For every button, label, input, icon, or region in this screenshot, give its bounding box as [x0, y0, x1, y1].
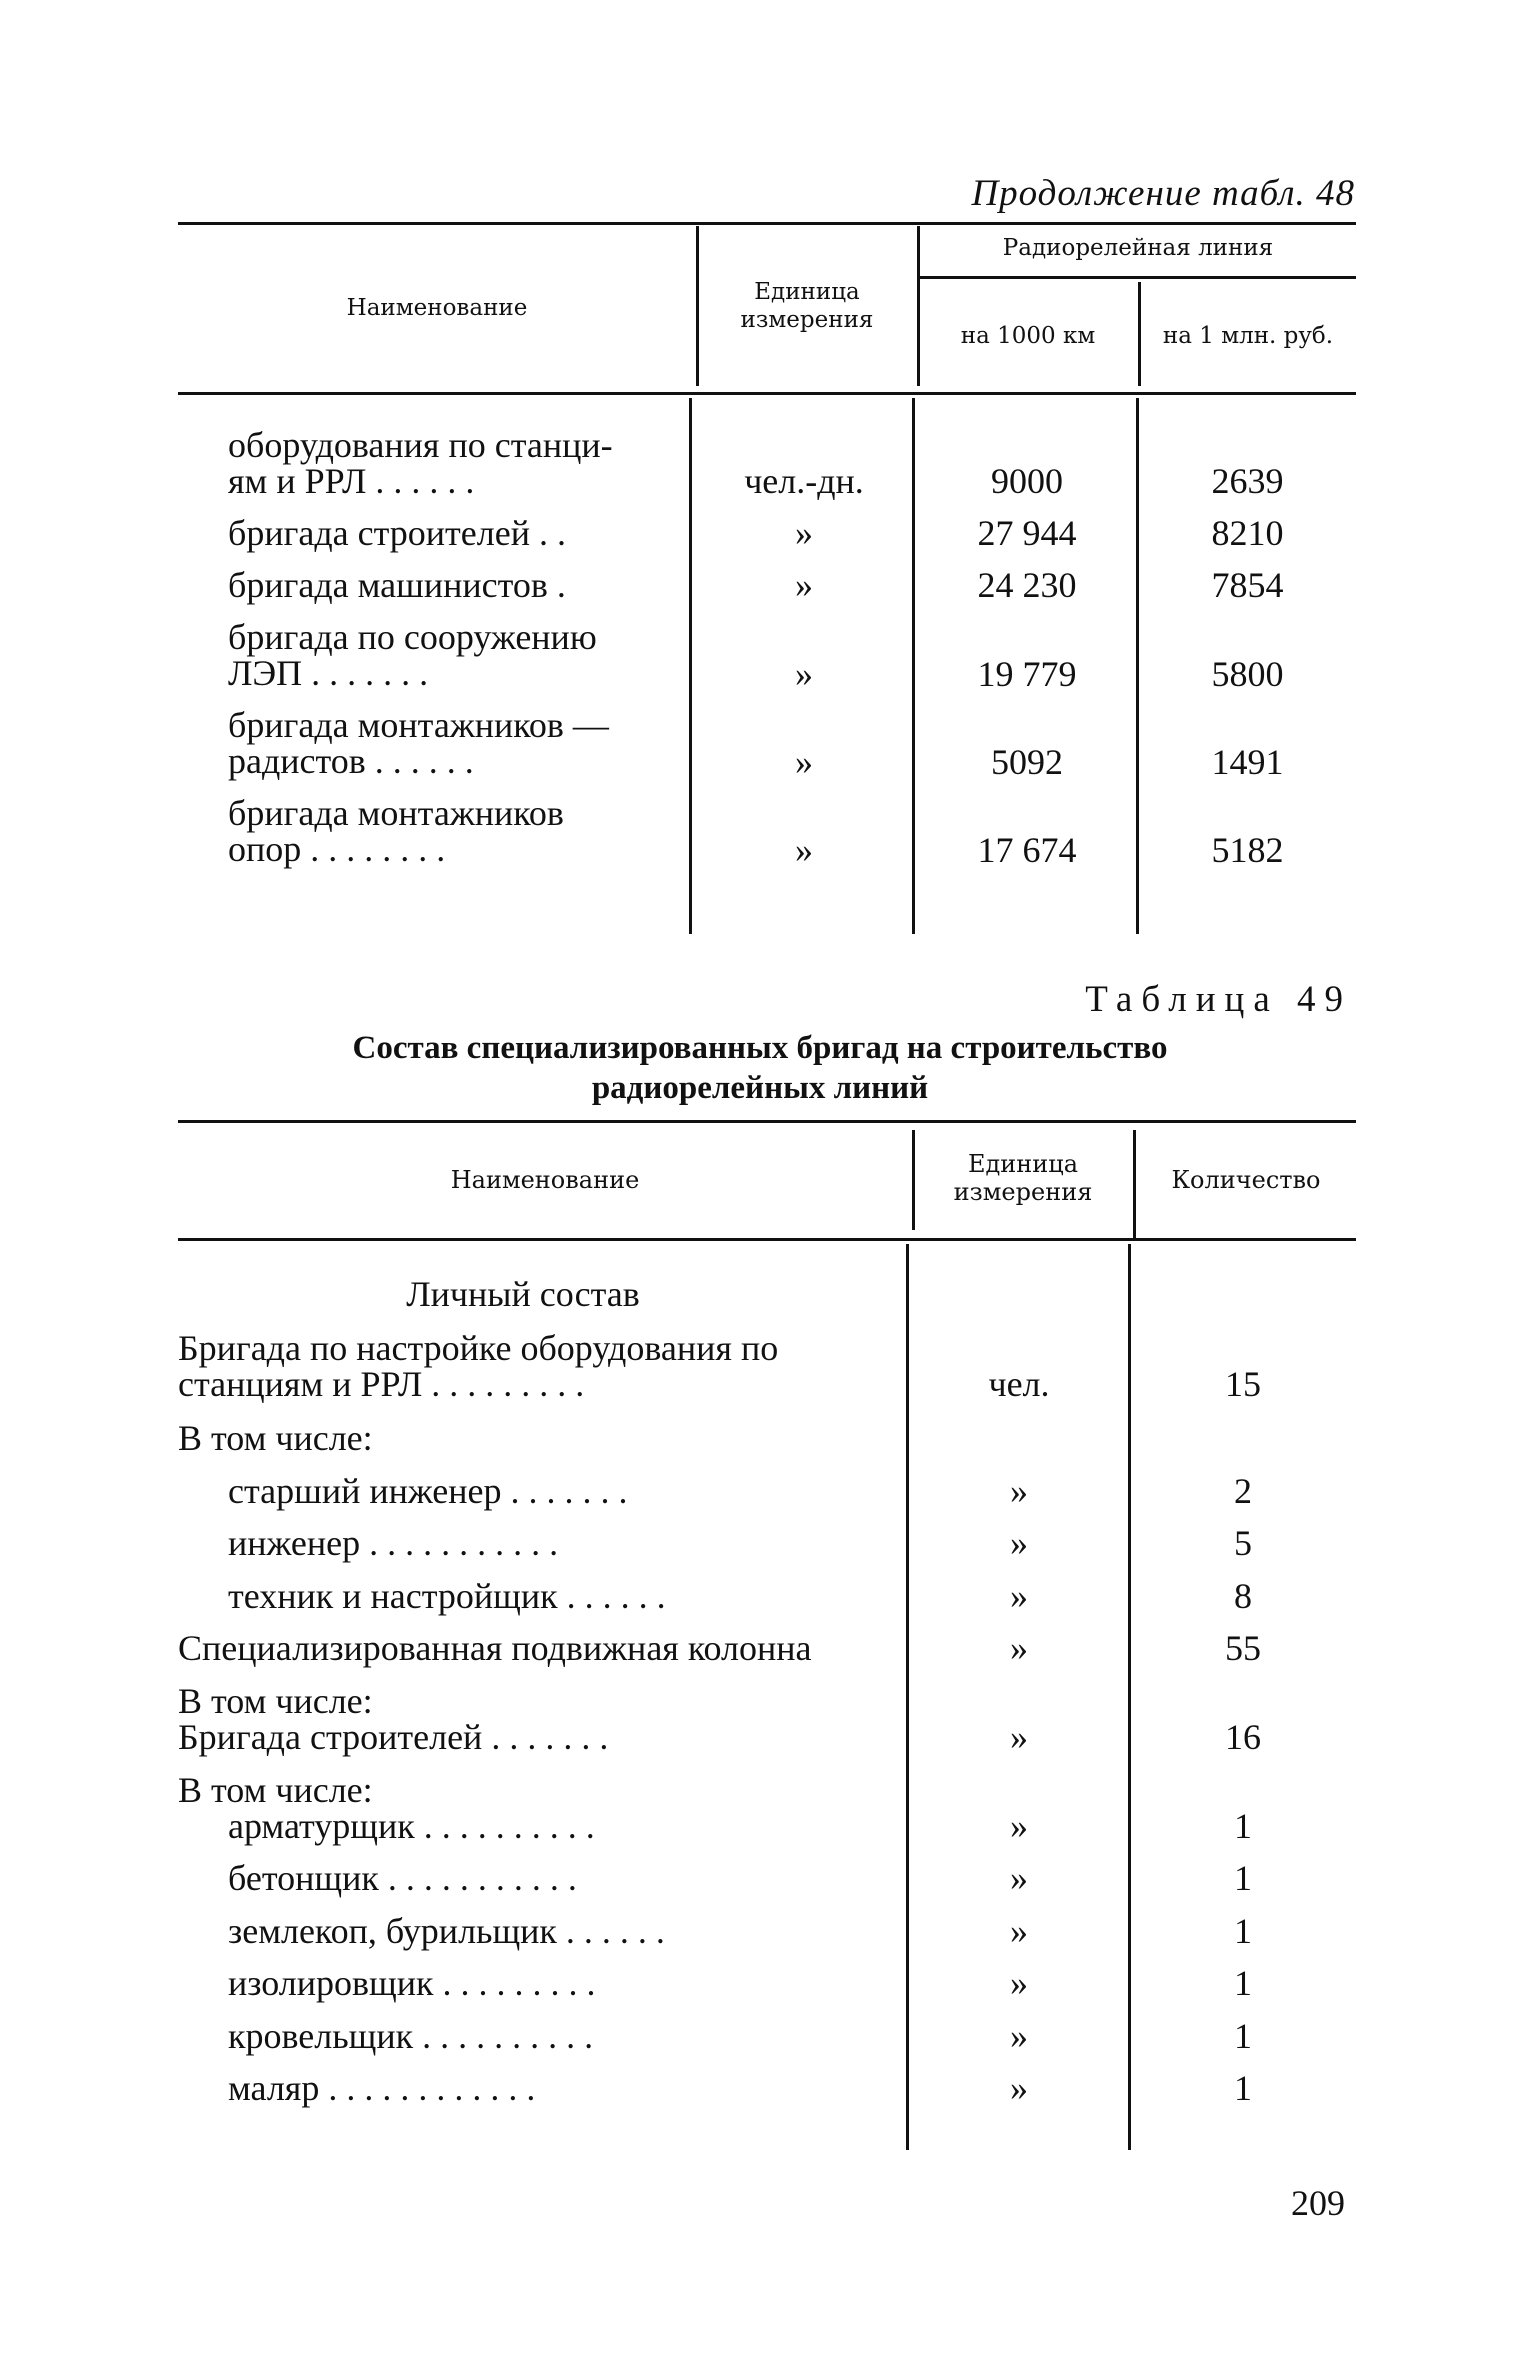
table-row-unit: чел. — [988, 1364, 1050, 1404]
table-row-per-million: 8210 — [1211, 513, 1284, 553]
table-title-line: радиорелейных линий — [591, 1070, 929, 1106]
table-rule — [178, 1120, 1356, 1123]
table-49 — [178, 1120, 1356, 2150]
name-line: Бригада строителей . . . . . . . — [178, 1717, 609, 1757]
table-rule — [178, 222, 1356, 225]
name-line: В том числе: — [178, 1681, 373, 1721]
table-row-unit: чел.-дн. — [744, 461, 864, 501]
table-row-per-1000km: 19 779 — [977, 654, 1077, 694]
table-row-name — [178, 1683, 868, 1755]
table-row-name — [228, 1965, 868, 2001]
table-row-qty: 15 — [1225, 1364, 1261, 1404]
header-per-1000km: на 1000 км — [960, 323, 1096, 349]
name-line: инженер . . . . . . . . . . . — [228, 1523, 559, 1563]
table-row-unit: » — [1010, 1963, 1028, 2003]
table-row-unit: » — [1010, 1717, 1028, 1757]
name-line: Специализированная подвижная колонна — [178, 1628, 812, 1668]
table-row-qty: 1 — [1234, 1858, 1252, 1898]
table-title — [230, 1028, 1290, 1108]
continuation-label: Продолжение табл. 48 — [971, 173, 1355, 214]
table-row-unit: » — [1010, 1471, 1028, 1511]
table-row-unit: » — [795, 654, 813, 694]
header-name: Наименование — [450, 1166, 640, 1194]
table-row-qty: 1 — [1234, 1806, 1252, 1846]
header-per-million: на 1 млн. руб. — [1162, 323, 1334, 349]
table-row-unit: » — [1010, 1806, 1028, 1846]
table-row-name — [178, 1772, 868, 1808]
table-row-name — [228, 2018, 868, 2054]
table-row-unit: » — [1010, 1911, 1028, 1951]
table-row-name — [178, 1630, 868, 1666]
table-row-unit: » — [1010, 2016, 1028, 2056]
name-line: бригада по сооружению — [228, 617, 597, 657]
name-line: радистов . . . . . . — [228, 741, 474, 781]
name-line: бригада машинистов . — [228, 565, 566, 605]
table-row-qty: 5 — [1234, 1523, 1252, 1563]
table-row-qty: 2 — [1234, 1471, 1252, 1511]
header-unit: Единица измерения — [740, 279, 874, 333]
header-group: Радиорелейная линия — [1002, 235, 1274, 261]
table-row-per-1000km: 17 674 — [977, 830, 1077, 870]
table-row-qty: 1 — [1234, 2016, 1252, 2056]
page-number: 209 — [1291, 2183, 1345, 2223]
table-row-per-1000km: 9000 — [991, 461, 1063, 501]
table-row-per-1000km: 24 230 — [977, 565, 1077, 605]
name-line: изолировщик . . . . . . . . . — [228, 1963, 596, 2003]
table-row-unit: » — [795, 513, 813, 553]
table-row-name — [228, 1913, 868, 1949]
table-row-name — [228, 1578, 868, 1614]
table-row-qty: 8 — [1234, 1576, 1252, 1616]
table-row-qty: 16 — [1225, 1717, 1261, 1757]
name-line: старший инженер . . . . . . . — [228, 1471, 628, 1511]
table-row-qty: 55 — [1225, 1628, 1261, 1668]
table-rule — [178, 392, 1356, 395]
column-divider — [912, 398, 915, 934]
table-row-unit: » — [1010, 1858, 1028, 1898]
name-line: кровельщик . . . . . . . . . . — [228, 2016, 594, 2056]
name-line: В том числе: — [178, 1770, 373, 1810]
table-row-per-1000km: 5092 — [991, 742, 1063, 782]
table-rule — [178, 1238, 1356, 1241]
name-line: ЛЭП . . . . . . . — [228, 653, 429, 693]
name-line: бригада строителей . . — [228, 513, 566, 553]
table-row-unit: » — [795, 742, 813, 782]
table-title-line: Состав специализированных бригад на строительство — [352, 1030, 1168, 1066]
header-name: Наименование — [346, 295, 528, 321]
table-row-qty: 1 — [1234, 1963, 1252, 2003]
table-row-per-million: 1491 — [1211, 742, 1284, 782]
header-unit: Единица измерения — [953, 1150, 1093, 1206]
table-row-per-million: 5800 — [1211, 654, 1284, 694]
table-row-name — [228, 2070, 868, 2106]
name-line: бригада монтажников — [228, 793, 564, 833]
table-row-name — [228, 1473, 868, 1509]
table-row-name — [228, 1860, 868, 1896]
name-line: В том числе: — [178, 1418, 373, 1458]
table-row-name — [178, 1330, 868, 1402]
table-row-per-1000km: 27 944 — [977, 513, 1077, 553]
name-line: арматурщик . . . . . . . . . . — [228, 1806, 595, 1846]
table-row-per-million: 5182 — [1211, 830, 1284, 870]
table-row-unit: » — [1010, 2068, 1028, 2108]
column-divider — [696, 226, 699, 386]
header-subrule — [919, 276, 1356, 279]
name-line: землекоп, бурильщик . . . . . . — [228, 1911, 665, 1951]
name-line: бригада монтажников — — [228, 705, 609, 745]
table-row-unit: » — [795, 830, 813, 870]
name-line: ям и РРЛ . . . . . . — [228, 461, 475, 501]
table-row-unit: » — [795, 565, 813, 605]
group-title: Личный состав — [406, 1274, 640, 1314]
name-line: бетонщик . . . . . . . . . . . — [228, 1858, 577, 1898]
name-line: станциям и РРЛ . . . . . . . . . — [178, 1364, 585, 1404]
table-number-label: Таблица 49 — [1085, 979, 1352, 1020]
name-line: маляр . . . . . . . . . . . . — [228, 2068, 536, 2108]
table-48 — [178, 222, 1356, 934]
table-row-per-million: 2639 — [1211, 461, 1284, 501]
name-line: техник и настройщик . . . . . . — [228, 1576, 666, 1616]
name-line: оборудования по станци- — [228, 425, 613, 465]
table-row-qty: 1 — [1234, 1911, 1252, 1951]
name-line: опор . . . . . . . . — [228, 829, 446, 869]
table-row-name — [178, 1420, 868, 1456]
table-row-name — [228, 1525, 868, 1561]
table-row-per-million: 7854 — [1211, 565, 1284, 605]
table-row-unit: » — [1010, 1576, 1028, 1616]
table-row-unit: » — [1010, 1523, 1028, 1563]
column-divider — [912, 1130, 915, 1230]
table-row-name — [228, 1808, 868, 1844]
name-line: Бригада по настройке оборудования по — [178, 1328, 779, 1368]
table-row-unit: » — [1010, 1628, 1028, 1668]
table-row-qty: 1 — [1234, 2068, 1252, 2108]
header-qty: Количество — [1171, 1166, 1321, 1194]
